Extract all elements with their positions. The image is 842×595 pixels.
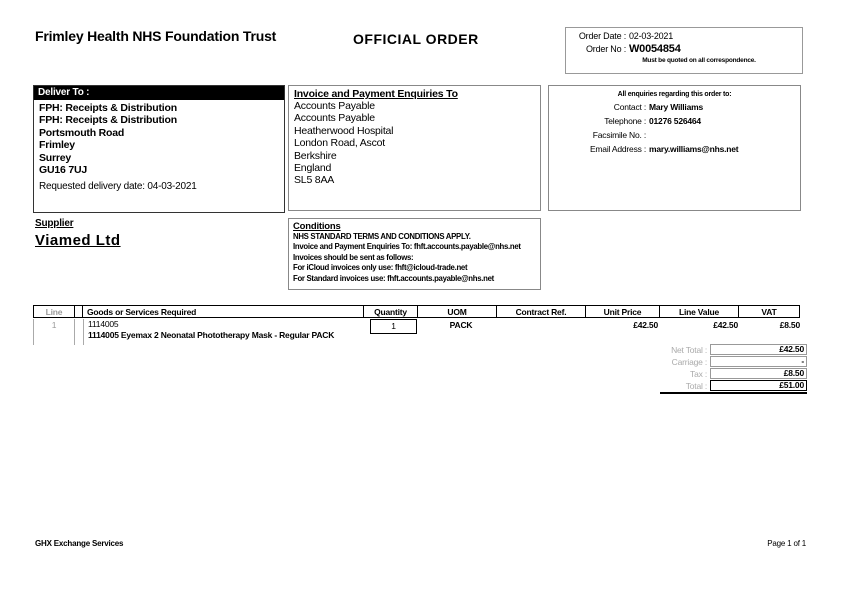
telephone-label: Telephone : — [604, 116, 646, 126]
deliver-to-address — [34, 100, 284, 176]
grand-total-label: Total : — [685, 380, 707, 391]
deliver-address-line: FPH: Receipts & Distribution — [39, 114, 177, 127]
document-title: OFFICIAL ORDER — [353, 31, 479, 47]
order-quote-note: Must be quoted on all correspondence. — [642, 57, 756, 64]
header-quantity: Quantity — [363, 305, 418, 318]
cell-uom: PACK — [449, 320, 473, 330]
grand-total-row — [640, 380, 807, 391]
total-underline — [660, 392, 807, 394]
cell-goods — [84, 319, 366, 345]
supplier-name: Viamed Ltd — [35, 232, 121, 249]
order-contact-box — [548, 85, 801, 211]
telephone-row — [549, 116, 800, 126]
order-date-label: Order Date : — [578, 31, 626, 41]
conditions-line: NHS STANDARD TERMS AND CONDITIONS APPLY. — [293, 232, 471, 241]
header-unit-price: Unit Price — [585, 305, 660, 318]
conditions-line: Invoice and Payment Enquiries To: fhft.accounts.payable@nhs.net — [293, 242, 521, 252]
cell-vat: £8.50 — [779, 320, 800, 330]
contact-label: Contact : — [613, 102, 646, 112]
conditions-line: For Standard invoices use: fhft.accounts.payable@nhs.net — [293, 273, 494, 283]
cell-contract-ref — [501, 319, 591, 345]
contact-value: Mary Williams — [649, 102, 704, 112]
carriage-label: Carriage : — [671, 356, 707, 367]
facsimile-label: Facsimile No. : — [592, 130, 646, 140]
cell-line-value: £42.50 — [713, 320, 738, 330]
tax-row — [640, 368, 807, 379]
carriage-value: - — [710, 356, 807, 367]
facsimile-row — [549, 130, 800, 140]
item-description: 1114005 Eyemax 2 Neonatal Phototherapy Mask - Regular PACK — [88, 330, 335, 340]
tax-label: Tax : — [690, 368, 707, 379]
deliver-address-line: Surrey — [39, 151, 72, 164]
cell-gap — [75, 319, 84, 345]
header-vat: VAT — [738, 305, 800, 318]
totals-summary — [640, 344, 807, 394]
header-uom: UOM — [417, 305, 497, 318]
email-label: Email Address : — [589, 144, 646, 154]
email-value: mary.williams@nhs.net — [649, 144, 739, 154]
invoice-address-line: England — [294, 162, 332, 175]
table-header-row — [33, 305, 808, 318]
net-total-value: £42.50 — [710, 344, 807, 355]
trust-name: Frimley Health NHS Foundation Trust — [35, 28, 277, 44]
order-date-value: 02-03-2021 — [629, 31, 674, 41]
deliver-address-line: Portsmouth Road — [39, 126, 125, 139]
invoice-address-line: Accounts Payable — [294, 100, 375, 112]
header-contract-ref: Contract Ref. — [496, 305, 586, 318]
cell-line-number: 1 — [33, 319, 75, 345]
contact-row — [549, 102, 800, 112]
header-line: Line — [33, 305, 75, 318]
email-row — [549, 144, 800, 154]
deliver-address-line: Frimley — [39, 139, 75, 152]
order-info-box — [565, 27, 803, 74]
carriage-row — [640, 356, 807, 367]
invoice-address-line: SL5 8AA — [294, 174, 335, 187]
invoice-address-line: Heatherwood Hospital — [294, 124, 394, 137]
deliver-to-title: Deliver To : — [34, 86, 284, 100]
net-total-row — [640, 344, 807, 355]
invoice-enquiries-box — [288, 85, 541, 211]
requested-delivery-date: Requested delivery date: 04-03-2021 — [39, 181, 197, 193]
tax-value: £8.50 — [710, 368, 807, 379]
quantity-value: 1 — [370, 319, 417, 334]
net-total-label: Net Total : — [671, 344, 707, 355]
order-no-value: W0054854 — [629, 43, 681, 55]
invoice-address-line: Accounts Payable — [294, 112, 375, 125]
conditions-box — [288, 218, 541, 290]
deliver-to-box — [33, 85, 285, 213]
enquiries-note: All enquiries regarding this order to: — [617, 91, 732, 98]
footer-service-name: GHX Exchange Services — [35, 539, 124, 548]
order-date-row — [566, 31, 802, 41]
conditions-title: Conditions — [293, 221, 341, 232]
header-goods: Goods or Services Required — [82, 305, 364, 318]
invoice-enquiries-title: Invoice and Payment Enquiries To — [294, 88, 458, 100]
order-items-table — [33, 305, 808, 345]
invoice-address-line: Berkshire — [294, 149, 337, 162]
table-row — [33, 319, 808, 345]
footer-page-number: Page 1 of 1 — [767, 539, 806, 548]
header-line-value: Line Value — [659, 305, 739, 318]
cell-quantity — [366, 319, 421, 345]
deliver-address-line: FPH: Receipts & Distribution — [39, 102, 177, 114]
order-no-label: Order No : — [585, 44, 626, 54]
deliver-address-line: GU16 7UJ — [39, 164, 88, 177]
cell-unit-price: £42.50 — [633, 320, 658, 330]
conditions-line: Invoices should be sent as follows: — [293, 252, 414, 262]
grand-total-value: £51.00 — [710, 380, 807, 391]
conditions-line: For iCloud invoices only use: fhft@icloud-trade.net — [293, 263, 468, 273]
telephone-value: 01276 526464 — [649, 116, 701, 126]
order-no-row — [566, 44, 802, 55]
invoice-address-line: London Road, Ascot — [294, 137, 385, 150]
supplier-label: Supplier — [35, 218, 74, 229]
item-code: 1114005 — [88, 319, 119, 329]
